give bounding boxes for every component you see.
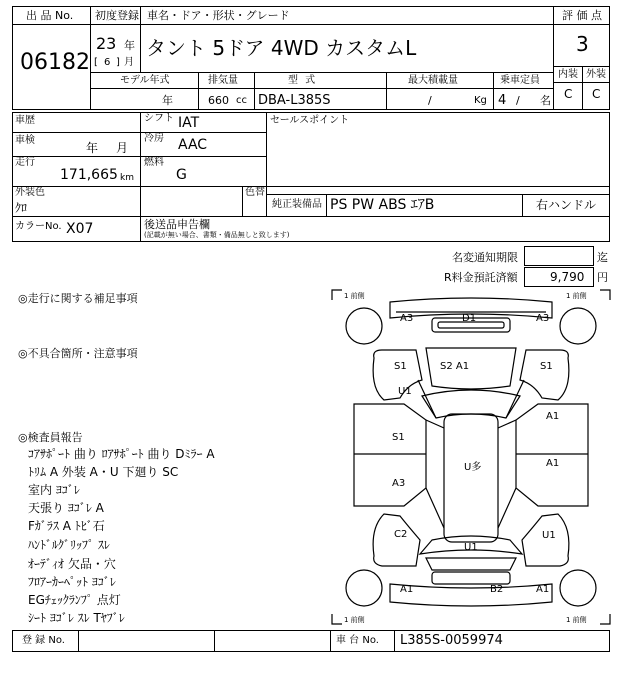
inspector-line: 天張り ﾖｺﾞﾚ A xyxy=(28,501,104,515)
shift-label: シフト xyxy=(144,113,174,124)
month-unit: 月 xyxy=(124,57,134,68)
mark-right-rear-quarter: U1 xyxy=(542,530,556,541)
mark-left-rear-door: A3 xyxy=(392,478,406,489)
score-label: 評 価 点 xyxy=(562,9,602,22)
mileage-unit: km xyxy=(120,173,134,183)
inspector-line: ｵｰﾃﾞｨｵ 欠品・穴 xyxy=(28,557,116,571)
interior-label: 内装 xyxy=(558,69,578,80)
name-change-label: 名変通知期限 xyxy=(452,251,518,264)
name-change-unit: 迄 xyxy=(597,251,608,264)
inspector-report-label: ◎検査員報告 xyxy=(18,431,83,444)
ext-color-value: ｸﾛ xyxy=(15,201,28,215)
mark-rear-gate: U1 xyxy=(464,542,478,553)
first-reg-month: 6 xyxy=(104,57,111,68)
mark-rear-bumper-right: A1 xyxy=(536,584,550,595)
capacity-value: 4 xyxy=(498,93,507,108)
first-reg-year: 23 xyxy=(96,34,117,53)
score-value: 3 xyxy=(576,32,589,56)
inspector-line: ﾄﾘﾑ A 外装 A・U 下廻り SC xyxy=(28,465,179,479)
footer-frame xyxy=(12,630,610,652)
mark-front-bumper-left: A3 xyxy=(400,313,414,324)
post-declare-label: 後送品申告欄 xyxy=(144,218,210,231)
recycle-label: R料金預託済額 xyxy=(444,271,518,284)
mileage-label: 走行 xyxy=(15,157,35,168)
mark-right-rear-door: A1 xyxy=(546,458,560,469)
inspection-label: 車検 xyxy=(15,135,35,146)
equipment-label: 純正装備品 xyxy=(272,199,322,210)
inspector-line: ｺｱｻﾎﾟｰﾄ 曲り ﾛｱｻﾎﾟｰﾄ 曲り Dﾐﾗｰ A xyxy=(28,447,215,461)
driving-notes-label: ◎走行に関する補足事項 xyxy=(18,292,138,305)
diagram-corner-label: 1 前側 xyxy=(344,616,365,624)
car-damage-diagram xyxy=(330,288,612,626)
recycle-unit: 円 xyxy=(597,271,608,284)
shift-value: IAT xyxy=(178,115,200,131)
inspector-line: ｼｰﾄ ﾖｺﾞﾚ ｽﾚ Tﾔﾌﾞﾚ xyxy=(28,611,125,625)
capacity-slash: / xyxy=(516,94,520,107)
year-unit: 年 xyxy=(124,39,135,52)
inspector-line: Fｶﾞﾗｽ A ﾄﾋﾞ石 xyxy=(28,519,105,533)
steering-value: 右ハンドル xyxy=(536,198,597,212)
mark-front-bumper-right: A3 xyxy=(536,313,550,324)
mark-right-front-door: A1 xyxy=(546,411,560,422)
interior-score: C xyxy=(564,87,573,101)
mark-roof: U多 xyxy=(464,462,482,473)
mark-front-left-fender: S1 xyxy=(394,361,407,372)
mark-front-bumper-center: D1 xyxy=(462,313,477,324)
color-no-label: カラーNo. xyxy=(15,221,62,232)
mark-left-front-lower: U1 xyxy=(398,386,412,397)
reg-no-label: 登 録 No. xyxy=(22,635,65,646)
ext-color-label: 外装色 xyxy=(15,187,45,198)
chassis-value: L385S-0059974 xyxy=(400,633,503,648)
capacity-label: 乗車定員 xyxy=(500,75,540,86)
mark-rear-bumper-left: A1 xyxy=(400,584,414,595)
mark-front-right-fender: S1 xyxy=(540,361,553,372)
history-label: 車歴 xyxy=(15,115,35,126)
inspector-line: ﾌﾛｱｰｶｰﾍﾟｯﾄ ﾖｺﾞﾚ xyxy=(28,575,116,589)
color-no-value: X07 xyxy=(66,221,94,237)
model-year-unit: 年 xyxy=(162,94,173,107)
recycle-value: 9,790 xyxy=(550,270,585,284)
chassis-label: 車 台 No. xyxy=(336,635,379,646)
ac-value: AAC xyxy=(178,137,208,153)
inspector-line: EGﾁｪｯｸﾗﾝﾌﾟ 点灯 xyxy=(28,593,121,607)
exterior-score: C xyxy=(592,87,601,101)
max-load-slash: / xyxy=(428,94,432,107)
ac-label: 冷房 xyxy=(144,133,164,144)
displacement-label: 排気量 xyxy=(208,75,238,86)
max-load-unit: Kg xyxy=(474,95,487,106)
diagram-corner-label: 1 前側 xyxy=(566,292,587,300)
fuel-value: G xyxy=(176,167,187,183)
inspector-line: ﾊﾝﾄﾞﾙｸﾞﾘｯﾌﾟ ｽﾚ xyxy=(28,538,110,552)
displacement-value: 660 xyxy=(208,94,229,107)
car-name: タント 5ドア 4WD カスタムL xyxy=(146,36,417,60)
lot-number: 06182 xyxy=(20,50,90,75)
inspection-year-unit: 年 xyxy=(86,141,99,155)
lot-label: 出 品 No. xyxy=(26,9,74,22)
first-reg-month-close: ] xyxy=(116,57,120,68)
mileage-value: 171,665 xyxy=(60,167,118,183)
diagram-corner-label: 1 前側 xyxy=(344,292,365,300)
name-change-box xyxy=(524,246,594,266)
mark-rear-bumper-center: B2 xyxy=(490,584,504,595)
post-declare-note: (記載が無い場合、書類・備品無しと致します) xyxy=(144,231,290,239)
equipment-value: PS PW ABS ｴｱB xyxy=(330,197,435,213)
car-name-label: 車名・ドア・形状・グレード xyxy=(147,9,290,22)
first-reg-month-open: [ xyxy=(94,57,98,68)
color-change-label: 色替 xyxy=(245,187,265,198)
first-reg-label: 初度登録 xyxy=(95,9,139,22)
max-load-label: 最大積載量 xyxy=(408,75,458,86)
type-label: 型 式 xyxy=(288,75,318,86)
sales-point-label: セールスポイント xyxy=(270,115,350,126)
inspection-month-unit: 月 xyxy=(116,141,129,155)
displacement-unit: cc xyxy=(236,95,247,106)
mark-left-rear-quarter: C2 xyxy=(394,529,408,540)
mark-left-front-door: S1 xyxy=(392,432,405,443)
capacity-unit: 名 xyxy=(540,94,551,107)
type-value: DBA-L385S xyxy=(258,93,331,108)
diagram-corner-label: 1 前側 xyxy=(566,616,587,624)
exterior-label: 外装 xyxy=(586,69,606,80)
inspector-line: 室内 ﾖｺﾞﾚ xyxy=(28,483,80,497)
fuel-label: 燃料 xyxy=(144,157,164,168)
defects-label: ◎不具合箇所・注意事項 xyxy=(18,347,138,360)
model-year-label: モデル年式 xyxy=(120,75,170,86)
mark-hood: S2 A1 xyxy=(440,361,470,372)
